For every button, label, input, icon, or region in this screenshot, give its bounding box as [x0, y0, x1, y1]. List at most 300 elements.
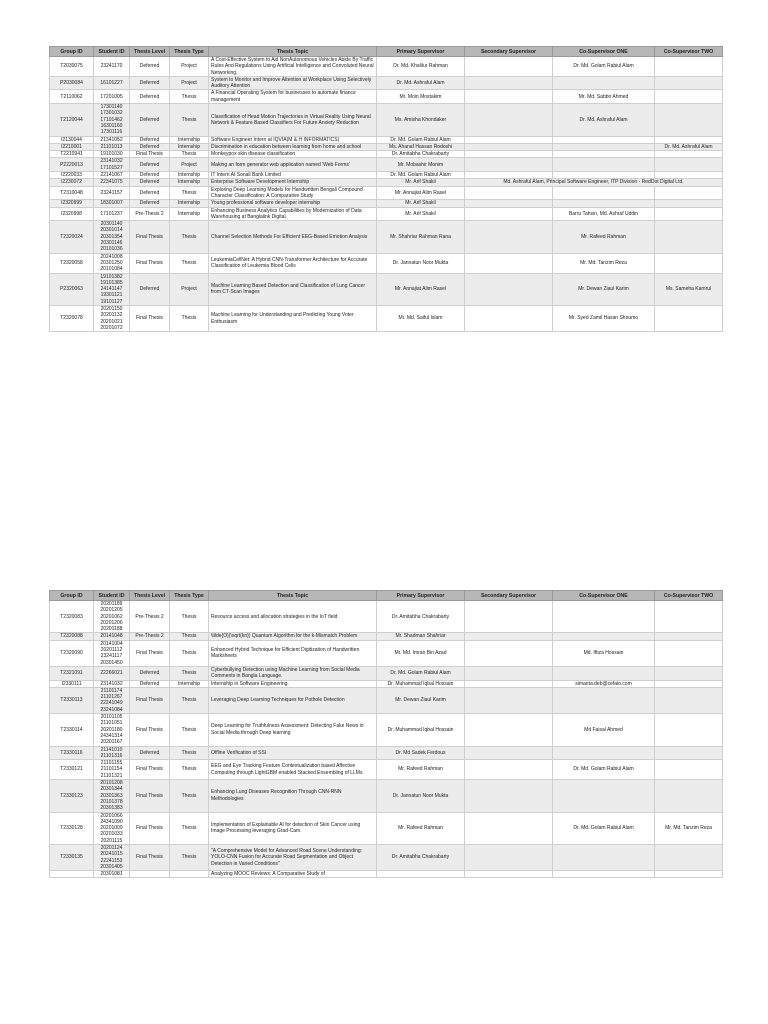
group-id-cell: T2320088	[50, 633, 94, 640]
thesis-level-cell: Pre-Thesis 2	[130, 601, 170, 633]
secondary-supervisor-cell	[465, 666, 553, 680]
group-id-cell: P2030084	[50, 76, 94, 90]
student-id: 24341314	[100, 732, 123, 739]
co-supervisor-two-cell	[655, 746, 723, 760]
thesis-topic-cell: Machine Learning for Understanding and Predicting Young Voter Enthusiasm	[209, 305, 377, 331]
student-id-cell	[94, 172, 130, 179]
student-id: 21101051	[100, 720, 123, 727]
table-row[interactable]	[50, 158, 723, 172]
thesis-level-cell: Deferred	[130, 179, 170, 186]
student-id: 21101155	[100, 760, 123, 767]
primary-supervisor-cell: Dr. Amitabha Chakrabarty	[377, 844, 465, 870]
header-secondary-supervisor: Secondary Supervisor	[465, 47, 553, 57]
primary-supervisor-cell: Mr. Shahriar Rahman Rana	[377, 221, 465, 253]
primary-supervisor-cell: Dr. Muhammad Iqbal Hossain	[377, 714, 465, 746]
thesis-level-cell: Final Thesis	[130, 151, 170, 158]
group-id-cell: T2330135	[50, 844, 94, 870]
student-id: 21101154	[100, 766, 123, 773]
co-supervisor-one-cell: Md. Iftiza Hossain	[553, 640, 655, 666]
student-id: 20201205	[100, 607, 123, 614]
group-id-cell: T2330123	[50, 780, 94, 812]
thesis-type-cell: Thesis	[170, 746, 209, 760]
thesis-topic-cell: Resource access and allocation strategies in the IoT field	[209, 601, 377, 633]
thesis-level-cell: Deferred	[130, 746, 170, 760]
group-id-cell: T2321091	[50, 666, 94, 680]
table-row[interactable]	[50, 179, 723, 186]
thesis-type-cell: Thesis	[170, 760, 209, 780]
thesis-topic-cell: Enterprise Software Development Internship	[209, 179, 377, 186]
header-thesis-topic: Thesis Topic	[209, 47, 377, 57]
group-id-cell: P2320063	[50, 273, 94, 305]
group-id-cell: I2220033	[50, 172, 94, 179]
co-supervisor-one-cell: simanta.deb@cefalo.com	[553, 680, 655, 687]
student-id: 22266021	[100, 670, 123, 677]
co-supervisor-two-cell	[655, 844, 723, 870]
student-id-cell	[94, 746, 130, 760]
thesis-level-cell: Pre-Thesis 2	[130, 207, 170, 221]
group-id-cell: T2210941	[50, 151, 94, 158]
student-id: 20201167	[100, 739, 123, 746]
student-id-cell	[94, 143, 130, 150]
secondary-supervisor-cell	[465, 746, 553, 760]
group-id-cell	[50, 871, 94, 878]
thesis-topic-cell: EEG and Eye Tracking Feature Contextualization based Affective Computing through LightGBM enabled Stacked Ensembling of LLMs	[209, 760, 377, 780]
co-supervisor-one-cell: Dr. Md. Golam Rabiul Alam	[553, 812, 655, 844]
co-supervisor-two-cell	[655, 871, 723, 878]
thesis-type-cell: Internship	[170, 136, 209, 143]
student-id-cell	[94, 812, 130, 844]
sheet-page-1	[49, 46, 722, 332]
primary-supervisor-cell: Mr. Arif Shakil	[377, 207, 465, 221]
student-id-cell	[94, 760, 130, 780]
secondary-supervisor-cell	[465, 136, 553, 143]
table-row[interactable]	[50, 57, 723, 77]
thesis-type-cell: Project	[170, 76, 209, 90]
primary-supervisor-cell: Dr. Md Sadek Ferdous	[377, 746, 465, 760]
primary-supervisor-cell: Mr. Dewan Ziaul Karim	[377, 687, 465, 713]
thesis-type-cell: Thesis	[170, 305, 209, 331]
thesis-type-cell: Internship	[170, 200, 209, 207]
thesis-topic-cell: A Financial Operating System for businesses to automate finance management	[209, 90, 377, 104]
header-group-id: Group ID	[50, 591, 94, 601]
student-id: 20201206	[100, 619, 123, 626]
student-id: 18301007	[100, 200, 123, 207]
primary-supervisor-cell: Dr. Md. Golam Rabiul Alam	[377, 136, 465, 143]
co-supervisor-one-cell	[553, 666, 655, 680]
table-row[interactable]	[50, 172, 723, 179]
student-id: 17301116	[100, 129, 123, 136]
thesis-level-cell: Final Thesis	[130, 640, 170, 666]
primary-supervisor-cell: Mr. Annajiat Alim Rasel	[377, 273, 465, 305]
secondary-supervisor-cell	[465, 200, 553, 207]
header-thesis-level: Thesis Level	[130, 47, 170, 57]
student-id-cell	[94, 305, 130, 331]
table-row[interactable]	[50, 104, 723, 136]
thesis-topic-cell: Discrimination in education between learning from home and school	[209, 143, 377, 150]
co-supervisor-one-cell	[553, 633, 655, 640]
thesis-type-cell: Internship	[170, 172, 209, 179]
student-id-cell	[94, 90, 130, 104]
group-id-cell: I2330111	[50, 680, 94, 687]
student-id-cell	[94, 714, 130, 746]
thesis-type-cell: Thesis	[170, 780, 209, 812]
thesis-type-cell: Thesis	[170, 812, 209, 844]
co-supervisor-two-cell	[655, 640, 723, 666]
thesis-table	[49, 590, 723, 878]
student-id: 21101174	[100, 687, 123, 694]
student-id: 20201112	[100, 647, 123, 654]
secondary-supervisor-cell	[465, 640, 553, 666]
student-id: 23241084	[100, 706, 123, 713]
thesis-type-cell: Thesis	[170, 687, 209, 713]
student-id: 22341075	[100, 179, 123, 186]
student-id: 20201066	[100, 812, 123, 819]
student-id: 20201062	[100, 613, 123, 620]
thesis-topic-cell: Implementation of Explainable AI for detection of Skin Cancer using Image Processing leveraging Grad-Cam.	[209, 812, 377, 844]
thesis-topic-cell: Enhancing Business Analytics Capabilities by Modernization of Data Warehousing at Banglalink Digital.	[209, 207, 377, 221]
group-id-cell: T2330114	[50, 714, 94, 746]
co-supervisor-one-cell	[553, 844, 655, 870]
student-id: 20301405	[100, 863, 123, 870]
primary-supervisor-cell: Mr. Md. Saiful Islam	[377, 305, 465, 331]
co-supervisor-one-cell: Mr. Md. Tanzim Reza	[553, 253, 655, 273]
secondary-supervisor-cell	[465, 601, 553, 633]
primary-supervisor-cell: Dr. Amitabha Chakrabarty	[377, 151, 465, 158]
co-supervisor-two-cell	[655, 136, 723, 143]
table-row[interactable]	[50, 871, 723, 878]
thesis-topic-cell: Young professional software developer internship	[209, 200, 377, 207]
secondary-supervisor-cell	[465, 273, 553, 305]
student-id-cell	[94, 844, 130, 870]
student-id: 22141067	[100, 172, 123, 179]
thesis-topic-cell: System to Monitor and Improve Attention at Workplace Using Selectively Auditory Attention	[209, 76, 377, 90]
thesis-topic-cell: Exploring Deep Learning Models for Handwritten Bengali Compound Character Classification: A Comparative Study	[209, 186, 377, 200]
student-id: 20201150	[100, 305, 123, 312]
header-row	[50, 47, 723, 57]
header-co-supervisor-one: Co-Supervisor ONE	[553, 591, 655, 601]
thesis-level-cell: Deferred	[130, 57, 170, 77]
thesis-type-cell: Project	[170, 273, 209, 305]
co-supervisor-one-cell: Mr. Rafeed Rahman	[553, 221, 655, 253]
header-co-supervisor-two: Co-Supervisor TWO	[655, 47, 723, 57]
thesis-type-cell: Thesis	[170, 640, 209, 666]
co-supervisor-two-cell	[655, 221, 723, 253]
secondary-supervisor-cell	[465, 186, 553, 200]
table-row[interactable]	[50, 90, 723, 104]
thesis-type-cell: Thesis	[170, 186, 209, 200]
student-id-cell	[94, 687, 130, 713]
thesis-level-cell: Deferred	[130, 76, 170, 90]
table-row[interactable]	[50, 273, 723, 305]
header-thesis-level: Thesis Level	[130, 591, 170, 601]
primary-supervisor-cell: Mr. Shadman Shahriar	[377, 633, 465, 640]
group-id-cell: P2220013	[50, 158, 94, 172]
thesis-level-cell: Final Thesis	[130, 687, 170, 713]
student-id-cell	[94, 780, 130, 812]
secondary-supervisor-cell	[465, 253, 553, 273]
secondary-supervisor-cell	[465, 207, 553, 221]
thesis-topic-cell: Cyberbullying Detection using Machine Learning from Social Media Comments in Bangla Language.	[209, 666, 377, 680]
student-id: 20201021	[100, 318, 123, 325]
table-row[interactable]	[50, 633, 723, 640]
student-id-cell	[94, 57, 130, 77]
thesis-type-cell: Thesis	[170, 151, 209, 158]
student-id: 21341052	[100, 136, 123, 143]
table-row[interactable]	[50, 136, 723, 143]
thesis-topic-cell: Deep Learning for Truthfulness Assessment: Detecting Fake News in Social Media through Deep learning	[209, 714, 377, 746]
primary-supervisor-cell: Dr. Md. Ashraful Alam	[377, 76, 465, 90]
thesis-topic-cell: Internship in Software Engineering.	[209, 680, 377, 687]
co-supervisor-one-cell	[553, 76, 655, 90]
student-id: 20201115	[100, 837, 123, 844]
student-id-cell	[94, 273, 130, 305]
table-row[interactable]	[50, 680, 723, 687]
header-primary-supervisor: Primary Supervisor	[377, 591, 465, 601]
thesis-topic-cell: Enhanced Hybrid Technique for Efficient Digitization of Handwritten Marksheets	[209, 640, 377, 666]
table-row[interactable]	[50, 305, 723, 331]
student-id: 20101084	[100, 266, 123, 273]
group-id-cell: T2320090	[50, 640, 94, 666]
table-row[interactable]	[50, 253, 723, 273]
student-id-cell	[94, 207, 130, 221]
table-row[interactable]	[50, 207, 723, 221]
student-id: 20241015	[100, 851, 123, 858]
co-supervisor-two-cell	[655, 172, 723, 179]
student-id: 19301121	[100, 292, 123, 299]
table-row[interactable]	[50, 714, 723, 746]
co-supervisor-one-cell	[553, 200, 655, 207]
student-id: 21101316	[100, 752, 123, 759]
thesis-topic-cell: Machine Learning Based Detection and Classification of Lung Cancer from CT-Scan Images	[209, 273, 377, 305]
co-supervisor-one-cell: Mr. Dewan Ziaul Karim	[553, 273, 655, 305]
co-supervisor-one-cell	[553, 746, 655, 760]
co-supervisor-two-cell	[655, 253, 723, 273]
thesis-level-cell: Final Thesis	[130, 844, 170, 870]
thesis-level-cell: Pre-Thesis 2	[130, 633, 170, 640]
secondary-supervisor-cell: Md. Ashraful Alam, Principal Software Engineer, ITP Division - RedDot Digital Ltd.	[465, 179, 723, 186]
co-supervisor-one-cell: Dr. Md. Golam Rabiul Alam	[553, 760, 655, 780]
co-supervisor-two-cell	[655, 186, 723, 200]
secondary-supervisor-cell	[465, 151, 553, 158]
primary-supervisor-cell: Mr. Moin Mostakim	[377, 90, 465, 104]
co-supervisor-two-cell: Ms. Sameha Kamrul	[655, 273, 723, 305]
co-supervisor-one-cell	[553, 151, 655, 158]
group-id-cell: I2320999	[50, 200, 94, 207]
student-id: 20201033	[100, 831, 123, 838]
thesis-level-cell: Deferred	[130, 680, 170, 687]
primary-supervisor-cell: Dr. Jannatun Noor Mukta	[377, 780, 465, 812]
sheet-page-2	[49, 590, 722, 878]
student-id: 17101462	[100, 116, 123, 123]
student-id-cell	[94, 76, 130, 90]
header-co-supervisor-one: Co-Supervisor ONE	[553, 47, 655, 57]
thesis-level-cell: Final Thesis	[130, 253, 170, 273]
student-id: 20101378	[100, 798, 123, 805]
student-id: 20201009	[100, 825, 123, 832]
secondary-supervisor-cell	[465, 305, 553, 331]
table-row[interactable]	[50, 844, 723, 870]
thesis-table	[49, 46, 723, 332]
co-supervisor-two-cell	[655, 200, 723, 207]
thesis-topic-cell: "A Comprehensive Model for Advanced Road Scene Understanding: YOLO-CNN Fusion for Accurate Road Segmentation and Object Detection in Varied Conditions"	[209, 844, 377, 870]
thesis-level-cell: Deferred	[130, 104, 170, 136]
primary-supervisor-cell: Mr. Arif Shakil	[377, 179, 465, 186]
student-id: 23141032	[100, 680, 123, 687]
header-primary-supervisor: Primary Supervisor	[377, 47, 465, 57]
thesis-level-cell: Deferred	[130, 200, 170, 207]
primary-supervisor-cell: Dr. Md. Golam Rabiul Alam	[377, 172, 465, 179]
primary-supervisor-cell: Ms. Ahanaf Hassan Rodoshi	[377, 143, 465, 150]
table-row[interactable]	[50, 746, 723, 760]
table-row[interactable]	[50, 687, 723, 713]
student-id: 17201005	[100, 93, 123, 100]
group-id-cell: I2320998	[50, 207, 94, 221]
student-id-cell	[94, 601, 130, 633]
student-id: 20101208	[100, 780, 123, 787]
thesis-type-cell: Internship	[170, 680, 209, 687]
table-row[interactable]	[50, 760, 723, 780]
student-id: 20301354	[100, 233, 123, 240]
student-id: 16301160	[100, 122, 123, 129]
table-row[interactable]	[50, 143, 723, 150]
student-id: 22241153	[100, 857, 123, 864]
primary-supervisor-cell: Mr. Rafeed Rahman	[377, 760, 465, 780]
secondary-supervisor-cell	[465, 760, 553, 780]
co-supervisor-two-cell: Mr. Md. Tanzim Reza	[655, 812, 723, 844]
student-id: 20201072	[100, 324, 123, 331]
thesis-type-cell: Internship	[170, 143, 209, 150]
table-row[interactable]	[50, 186, 723, 200]
thesis-topic-cell: A Cost-Effective System to Aid NonAutonomous Vehicles Abide By Traffic Rules And Regulations Using Artificial Intelligence and Convoluted Neural Networking.	[209, 57, 377, 77]
table-row[interactable]	[50, 200, 723, 207]
co-supervisor-two-cell	[655, 666, 723, 680]
thesis-type-cell: Thesis	[170, 633, 209, 640]
table-row[interactable]	[50, 780, 723, 812]
student-id: 21101321	[100, 772, 123, 779]
student-id: 23241157	[100, 189, 123, 196]
secondary-supervisor-cell	[465, 221, 553, 253]
co-supervisor-one-cell	[553, 780, 655, 812]
co-supervisor-two-cell	[655, 104, 723, 136]
secondary-supervisor-cell	[465, 812, 553, 844]
thesis-level-cell: Final Thesis	[130, 714, 170, 746]
secondary-supervisor-cell	[465, 90, 553, 104]
thesis-level-cell: Deferred	[130, 158, 170, 172]
student-id: 19101030	[100, 151, 123, 158]
co-supervisor-two-cell	[655, 207, 723, 221]
co-supervisor-two-cell	[655, 76, 723, 90]
secondary-supervisor-cell	[465, 76, 553, 90]
header-student-id: Student ID	[94, 591, 130, 601]
thesis-level-cell	[130, 871, 170, 878]
thesis-topic-cell: Monkeypox skin disease classification	[209, 151, 377, 158]
student-id: 22241049	[100, 700, 123, 707]
co-supervisor-two-cell	[655, 151, 723, 158]
table-row[interactable]	[50, 640, 723, 666]
thesis-topic-cell: LeukemiaCellNet: A Hybrid CNN-Transformer Architecture for Accurate Classification of Leukemia Blood Cells	[209, 253, 377, 273]
thesis-level-cell: Final Thesis	[130, 812, 170, 844]
secondary-supervisor-cell	[465, 158, 553, 172]
group-id-cell: T2320058	[50, 253, 94, 273]
primary-supervisor-cell: Dr. Jannatun Noor Mukta	[377, 253, 465, 273]
student-id: 20141048	[100, 633, 123, 640]
student-id: 20201132	[100, 312, 123, 319]
thesis-topic-cell: Making an form generator web application named 'Web Forms'	[209, 158, 377, 172]
thesis-type-cell: Thesis	[170, 601, 209, 633]
co-supervisor-one-cell	[553, 186, 655, 200]
thesis-topic-cell: Classification of Head Motion Trajectories in Virtual Reality Using Neural Network & Feature Based Classifiers For Future Anxiety Reduction	[209, 104, 377, 136]
student-id: 20301344	[100, 786, 123, 793]
table-row[interactable]	[50, 76, 723, 90]
table-row[interactable]	[50, 221, 723, 253]
group-id-cell: I2230072	[50, 179, 94, 186]
co-supervisor-two-cell	[655, 633, 723, 640]
co-supervisor-one-cell	[553, 158, 655, 172]
student-id-cell	[94, 151, 130, 158]
thesis-type-cell: Project	[170, 158, 209, 172]
co-supervisor-one-cell: Md Faisal Ahmed	[553, 714, 655, 746]
student-id-cell	[94, 871, 130, 878]
student-id: 17101527	[100, 164, 123, 171]
co-supervisor-one-cell: Mr. Md. Sabbir Ahmed	[553, 90, 655, 104]
student-id: 20201189	[100, 601, 123, 607]
student-id: 21141010	[100, 746, 123, 753]
secondary-supervisor-cell	[465, 844, 553, 870]
group-id-cell: T2110062	[50, 90, 94, 104]
co-supervisor-two-cell	[655, 760, 723, 780]
student-id: 23141032	[100, 158, 123, 165]
student-id-cell	[94, 680, 130, 687]
student-id: 24341090	[100, 818, 123, 825]
primary-supervisor-cell: Dr. Amitabha Chakrabarty	[377, 601, 465, 633]
group-id-cell: T2330121	[50, 760, 94, 780]
group-id-cell: T2330128	[50, 812, 94, 844]
secondary-supervisor-cell	[465, 687, 553, 713]
co-supervisor-one-cell: Dr. Md. Golam Rabiul Alam	[553, 57, 655, 77]
secondary-supervisor-cell	[465, 633, 553, 640]
student-id: 20101036	[100, 246, 123, 253]
co-supervisor-one-cell: Dr. Md. Ashraful Alam	[553, 104, 655, 136]
student-id: 16101227	[100, 80, 123, 87]
primary-supervisor-cell: Dr. Muhammad Iqbal Hossain	[377, 680, 465, 687]
table-row[interactable]	[50, 151, 723, 158]
table-row[interactable]	[50, 666, 723, 680]
thesis-type-cell: Thesis	[170, 844, 209, 870]
co-supervisor-two-cell	[655, 158, 723, 172]
primary-supervisor-cell: Mr. Rafeed Rahman	[377, 812, 465, 844]
thesis-topic-cell: \tilde{O}(\sqrt{kn}) Quantum Algorithm for the k-Mismatch Problem	[209, 633, 377, 640]
group-id-cell: T2330116	[50, 746, 94, 760]
group-id-cell: I2210001	[50, 143, 94, 150]
co-supervisor-two-cell	[655, 90, 723, 104]
secondary-supervisor-cell	[465, 143, 553, 150]
header-thesis-type: Thesis Type	[170, 591, 209, 601]
secondary-supervisor-cell	[465, 714, 553, 746]
student-id: 20301363	[100, 792, 123, 799]
thesis-level-cell: Final Thesis	[130, 221, 170, 253]
student-id: 20301140	[100, 221, 123, 228]
thesis-level-cell: Deferred	[130, 186, 170, 200]
table-row[interactable]	[50, 812, 723, 844]
group-id-cell: I2130044	[50, 136, 94, 143]
student-id: 21101013	[100, 143, 123, 150]
secondary-supervisor-cell	[465, 104, 553, 136]
co-supervisor-two-cell	[655, 57, 723, 77]
student-id: 20101105	[100, 714, 123, 721]
table-row[interactable]	[50, 601, 723, 633]
header-thesis-type: Thesis Type	[170, 47, 209, 57]
group-id-cell: T2310048	[50, 186, 94, 200]
